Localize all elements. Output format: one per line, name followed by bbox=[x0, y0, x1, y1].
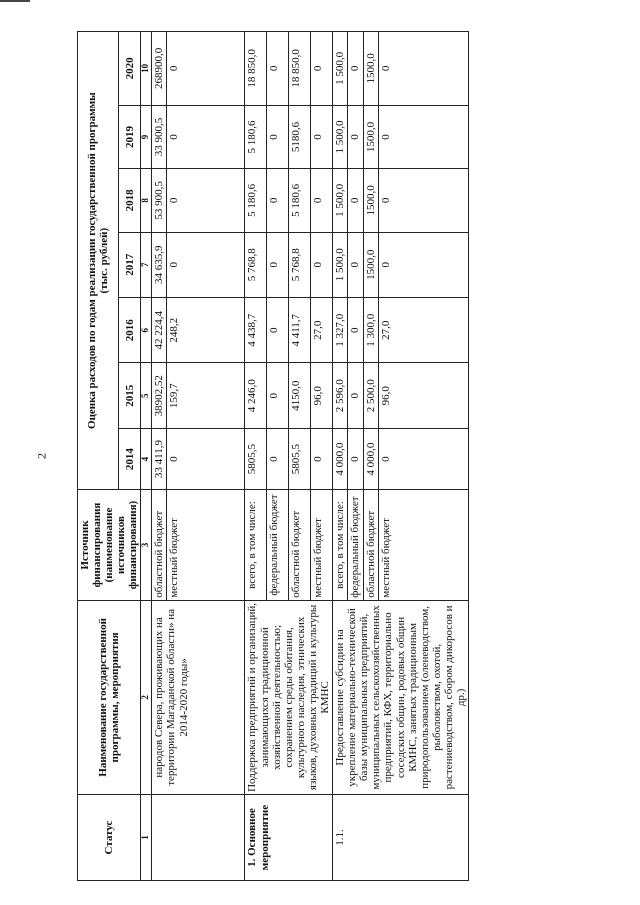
column-number: 6 bbox=[141, 298, 152, 363]
value-cell: 4 246,0 bbox=[245, 363, 267, 428]
value-cell: 1 500,0 bbox=[333, 169, 348, 232]
value-cell: 0 bbox=[267, 32, 289, 106]
measure-name-cell: Поддержка предприятий и организаций, занимающихся традиционной хозяйственной деятельностью; сохранением среды обитания, культурного наследия, этнических языков, духовных традиций и культуры КМНС bbox=[245, 600, 333, 794]
column-number: 1 bbox=[141, 795, 152, 881]
value-cell: 248,2 bbox=[167, 298, 245, 363]
value-cell: 0 bbox=[167, 428, 245, 489]
value-cell: 0 bbox=[348, 105, 363, 168]
value-cell: 1 500,0 bbox=[333, 105, 348, 168]
header-status: Статус bbox=[78, 795, 141, 881]
value-cell: 34 635,9 bbox=[152, 232, 167, 297]
table-row bbox=[245, 32, 267, 881]
value-cell: 268900,0 bbox=[152, 32, 167, 106]
value-cell: 53 900,5 bbox=[152, 169, 167, 232]
value-cell: 5 180,6 bbox=[289, 169, 311, 232]
value-cell: 5 180,6 bbox=[245, 105, 267, 168]
value-cell: 0 bbox=[267, 428, 289, 489]
page-number: 2 bbox=[34, 453, 49, 459]
source-cell: местный бюджет bbox=[167, 490, 245, 600]
header-year: 2017 bbox=[118, 232, 141, 297]
header-estimate-title: Оценка расходов по годам реализации государственной программы bbox=[85, 92, 98, 429]
header-estimate-unit: (тыс. рублей) bbox=[97, 227, 110, 294]
scan-edge-mark bbox=[0, 0, 30, 2]
value-cell: 0 bbox=[311, 428, 333, 489]
value-cell: 1 327,0 bbox=[333, 298, 348, 363]
column-number: 10 bbox=[141, 32, 152, 106]
value-cell: 0 bbox=[167, 169, 245, 232]
value-cell: 0 bbox=[348, 298, 363, 363]
value-cell: 0 bbox=[379, 428, 469, 489]
source-cell: федеральный бюджет bbox=[267, 490, 289, 600]
status-cell: 1.1. bbox=[333, 795, 469, 881]
column-number: 5 bbox=[141, 363, 152, 428]
source-cell: областной бюджет bbox=[363, 490, 378, 600]
value-cell: 0 bbox=[348, 428, 363, 489]
value-cell: 18 850,0 bbox=[289, 32, 311, 106]
source-cell: всего, в том числе: bbox=[333, 490, 348, 600]
value-cell: 96,0 bbox=[379, 363, 469, 428]
header-estimate bbox=[78, 32, 119, 490]
table-row bbox=[152, 32, 167, 881]
value-cell: 42 224,4 bbox=[152, 298, 167, 363]
value-cell: 5 180,6 bbox=[245, 169, 267, 232]
value-cell: 0 bbox=[348, 363, 363, 428]
rotated-table-wrapper bbox=[77, 31, 597, 881]
value-cell: 38902,52 bbox=[152, 363, 167, 428]
header-year: 2014 bbox=[118, 428, 141, 489]
column-number-row bbox=[141, 32, 152, 881]
source-cell: областной бюджет bbox=[289, 490, 311, 600]
value-cell: 5805,5 bbox=[289, 428, 311, 489]
header-year: 2019 bbox=[118, 105, 141, 168]
value-cell: 4 438,7 bbox=[245, 298, 267, 363]
source-cell: всего, в том числе: bbox=[245, 490, 267, 600]
table-row bbox=[333, 32, 348, 881]
value-cell: 0 bbox=[167, 232, 245, 297]
value-cell: 4 000,0 bbox=[333, 428, 348, 489]
value-cell: 0 bbox=[267, 363, 289, 428]
value-cell: 1500,0 bbox=[363, 232, 378, 297]
column-number: 7 bbox=[141, 232, 152, 297]
header-year: 2020 bbox=[118, 32, 141, 106]
value-cell: 0 bbox=[167, 32, 245, 106]
value-cell: 0 bbox=[167, 105, 245, 168]
header-year: 2016 bbox=[118, 298, 141, 363]
value-cell: 5 768,8 bbox=[289, 232, 311, 297]
value-cell: 33 900,5 bbox=[152, 105, 167, 168]
status-cell bbox=[152, 795, 245, 881]
value-cell: 0 bbox=[267, 298, 289, 363]
column-number: 4 bbox=[141, 428, 152, 489]
value-cell: 1500,0 bbox=[363, 105, 378, 168]
source-cell: областной бюджет bbox=[152, 490, 167, 600]
source-cell: местный бюджет bbox=[379, 490, 469, 600]
value-cell: 2 596,0 bbox=[333, 363, 348, 428]
header-year: 2015 bbox=[118, 363, 141, 428]
value-cell: 0 bbox=[379, 32, 469, 106]
value-cell: 5180,6 bbox=[289, 105, 311, 168]
value-cell: 159,7 bbox=[167, 363, 245, 428]
value-cell: 0 bbox=[348, 169, 363, 232]
status-cell: 1. Основное мероприятие bbox=[245, 795, 333, 881]
value-cell: 1 500,0 bbox=[333, 32, 348, 106]
value-cell: 27,0 bbox=[379, 298, 469, 363]
value-cell: 0 bbox=[311, 105, 333, 168]
value-cell: 1500,0 bbox=[363, 169, 378, 232]
value-cell: 0 bbox=[267, 105, 289, 168]
value-cell: 0 bbox=[267, 169, 289, 232]
value-cell: 1500,0 bbox=[363, 32, 378, 106]
value-cell: 27,0 bbox=[311, 298, 333, 363]
budget-table bbox=[77, 31, 469, 881]
value-cell: 18 850,0 bbox=[245, 32, 267, 106]
header-year: 2018 bbox=[118, 169, 141, 232]
measure-name-cell: Предоставление субсидии на укрепление материально-технической базы муниципальных предприятий, муниципальных сельскохозяйственных предприятий, КФХ, территориально соседских общин, родовых общин КМНС, занятых традиционным природопользованием (оленеводством, рыболовством, охотой, растениеводством, сбором дикоросов и др.) bbox=[333, 600, 469, 794]
source-cell: местный бюджет bbox=[311, 490, 333, 600]
value-cell: 0 bbox=[311, 232, 333, 297]
value-cell: 96,0 bbox=[311, 363, 333, 428]
value-cell: 33 411,9 bbox=[152, 428, 167, 489]
value-cell: 0 bbox=[311, 169, 333, 232]
value-cell: 5805,5 bbox=[245, 428, 267, 489]
value-cell: 5 768,8 bbox=[245, 232, 267, 297]
value-cell: 0 bbox=[379, 105, 469, 168]
value-cell: 2 500,0 bbox=[363, 363, 378, 428]
column-number: 9 bbox=[141, 105, 152, 168]
value-cell: 0 bbox=[311, 32, 333, 106]
value-cell: 0 bbox=[267, 232, 289, 297]
source-cell: федеральный бюджет bbox=[348, 490, 363, 600]
header-name: Наименование государственной программы, мероприятия bbox=[78, 600, 141, 794]
value-cell: 4150,0 bbox=[289, 363, 311, 428]
header-source: Источник финансирования (наименование источников финансирования) bbox=[78, 490, 141, 600]
value-cell: 1 500,0 bbox=[333, 232, 348, 297]
column-number: 3 bbox=[141, 490, 152, 600]
column-number: 2 bbox=[141, 600, 152, 794]
value-cell: 1 300,0 bbox=[363, 298, 378, 363]
value-cell: 0 bbox=[348, 232, 363, 297]
column-number: 8 bbox=[141, 169, 152, 232]
value-cell: 4 000,0 bbox=[363, 428, 378, 489]
value-cell: 0 bbox=[379, 232, 469, 297]
program-name-cell: народов Севера, проживающих на территории Магаданской области» на 2014-2020 годы» bbox=[152, 600, 245, 794]
value-cell: 0 bbox=[379, 169, 469, 232]
value-cell: 4 411,7 bbox=[289, 298, 311, 363]
value-cell: 0 bbox=[348, 32, 363, 106]
